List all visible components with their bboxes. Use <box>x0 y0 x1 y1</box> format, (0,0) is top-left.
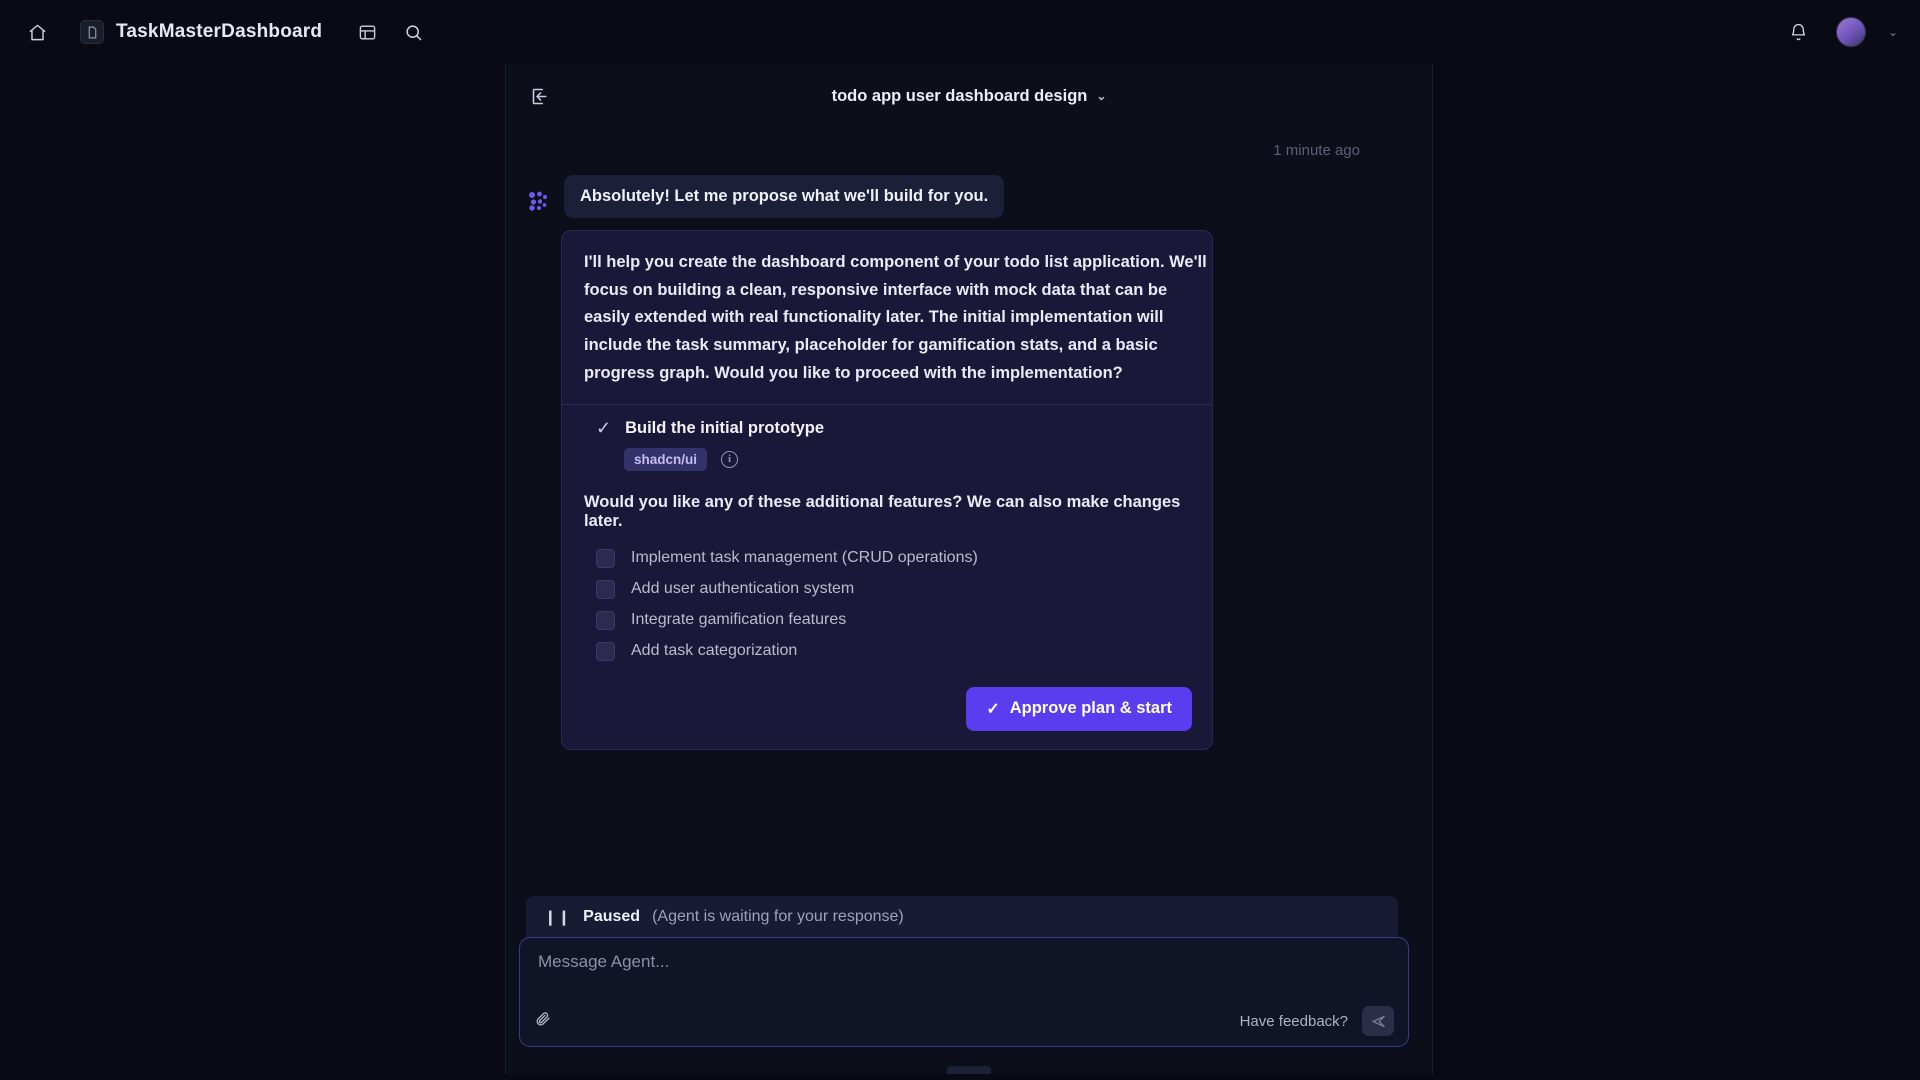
feature-option-label: Implement task management (CRUD operations) <box>631 549 978 567</box>
additional-features-question: Would you like any of these additional features? We can also make changes later. <box>584 492 1181 530</box>
tech-tag[interactable]: shadcn/ui <box>624 448 707 471</box>
chevron-down-icon[interactable]: ⌄ <box>1887 25 1898 39</box>
assistant-lead-bubble: Absolutely! Let me propose what we'll build for you. <box>564 175 1004 218</box>
project-title: TaskMasterDashboard <box>116 21 323 42</box>
plan-proposal-card <box>561 230 1213 750</box>
assistant-logo-icon <box>524 187 552 215</box>
feature-option[interactable] <box>596 636 1192 667</box>
message-timestamp: 1 minute ago <box>1273 142 1360 159</box>
file-icon <box>80 20 104 44</box>
feature-option-label: Add user authentication system <box>631 580 855 598</box>
notification-bell-icon[interactable] <box>1784 17 1814 47</box>
feature-option[interactable] <box>596 574 1192 605</box>
info-icon[interactable]: i <box>721 451 738 468</box>
avatar[interactable] <box>1836 17 1866 47</box>
checkbox[interactable] <box>596 580 615 599</box>
feature-option-label: Add task categorization <box>631 642 798 660</box>
additional-features-list <box>584 531 1192 667</box>
back-arrow-icon[interactable] <box>526 82 554 110</box>
agent-chat-panel <box>505 64 1433 1074</box>
plan-task-row <box>584 405 1192 438</box>
check-icon: ✓ <box>986 700 1000 718</box>
approve-row <box>584 667 1192 731</box>
conversation-title-text: todo app user dashboard design <box>831 86 1088 105</box>
approve-plan-button[interactable] <box>966 687 1192 731</box>
checkbox[interactable] <box>596 611 615 630</box>
status-label: Paused <box>583 908 641 925</box>
chevron-down-icon[interactable]: ⌄ <box>1096 89 1107 103</box>
home-icon[interactable] <box>22 17 52 47</box>
approve-plan-label: Approve plan & start <box>1009 699 1172 718</box>
panel-toggle-icon[interactable] <box>352 17 382 47</box>
attach-icon[interactable] <box>534 1010 551 1032</box>
message-input-placeholder[interactable]: Message Agent... <box>538 952 670 971</box>
conversation-title[interactable] <box>832 87 1107 106</box>
top-bar-right <box>1784 17 1898 47</box>
chat-thread <box>506 159 1432 750</box>
message-composer[interactable] <box>519 937 1409 1047</box>
top-bar-left <box>22 17 428 47</box>
checkbox[interactable] <box>596 549 615 568</box>
plan-task-label: Build the initial prototype <box>625 418 825 437</box>
status-bar <box>526 896 1398 938</box>
feature-option-label: Integrate gamification features <box>631 611 847 629</box>
check-icon: ✓ <box>596 418 612 439</box>
feature-option[interactable] <box>596 605 1192 636</box>
feature-option[interactable] <box>596 543 1192 574</box>
top-bar <box>0 0 1920 64</box>
pause-icon: ❙❙ <box>544 909 572 926</box>
project-breadcrumb[interactable] <box>80 20 322 44</box>
status-detail: (Agent is waiting for your response) <box>652 908 904 925</box>
feedback-link[interactable]: Have feedback? <box>1239 1012 1348 1030</box>
assistant-message <box>506 175 1432 218</box>
panel-handle[interactable] <box>947 1066 991 1074</box>
send-icon[interactable] <box>1362 1006 1394 1036</box>
plan-intro-text: I'll help you create the dashboard component of your todo list application. We'll focus on building a clean, responsive interface with mock data that can be easily extended with real functionality later. The initial implementation will include the task summary, placeholder for gamification stats, and a basic progress graph. Would you like to proceed with the implementation? <box>584 253 1207 382</box>
search-icon[interactable] <box>398 17 428 47</box>
composer-toolbar <box>520 1006 1408 1036</box>
plan-tag-row <box>584 438 1192 471</box>
panel-header <box>506 64 1432 128</box>
checkbox[interactable] <box>596 642 615 661</box>
